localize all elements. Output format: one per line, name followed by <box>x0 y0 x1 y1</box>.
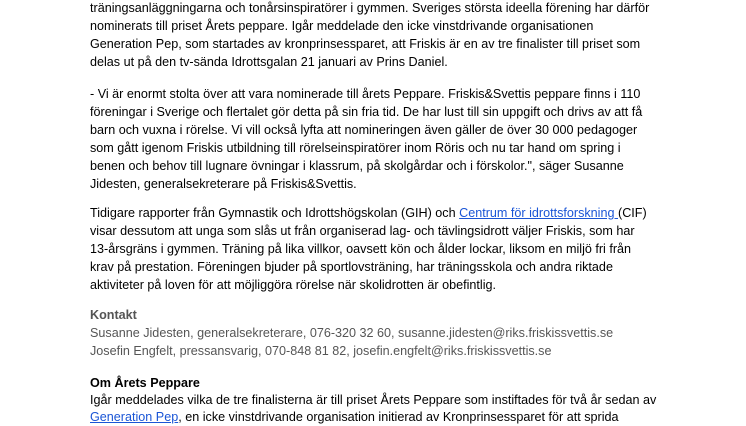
intro-line-4: delas ut på den tv-sända Idrottsgalan 21 januari av Prins Daniel. <box>90 55 448 69</box>
reports-text-after-link: (CIF) <box>618 206 647 220</box>
quote-line-3: barn och vuxna i rörelse. Vi vill också lyfta att nomineringen även gäller de över 30 000 pedagoger <box>90 123 638 137</box>
reports-line-3: 13-årsgräns i gymmen. Träning på lika villkor, oavsett kön och ålder lockar, liksom en miljö fri från <box>90 242 632 256</box>
reports-line-1 <box>90 204 647 222</box>
quote-line-1: - Vi är enormt stolta över att vara nominerade till årets Peppare. Friskis&Svettis peppare finns i 110 <box>90 87 641 101</box>
reports-line-2: visar dessutom att unga som slås ut från organiserad lag- och tävlingsidrott väljer Friskis, som har <box>90 224 635 238</box>
about-line-1: Igår meddelades vilka de tre finalisterna är till priset Årets Peppare som instiftades för två år sedan av <box>90 393 657 407</box>
contact-line-2: Josefin Engfelt, pressansvarig, 070-848 81 82, josefin.engfelt@riks.friskissvettis.se <box>90 344 552 358</box>
contact-line-1: Susanne Jidesten, generalsekreterare, 076-320 32 60, susanne.jidesten@riks.friskissvettis.se <box>90 326 614 340</box>
intro-line-3: Generation Pep, som startades av kronprinsessparet, att Friskis är en av tre finalister till priset som <box>90 37 641 51</box>
quote-line-4: som gått igenom Friskis utbildning till rörelseinspiratörer inom Röris och nu tar hand om spring i <box>90 141 621 155</box>
intro-line-2: nominerats till priset Årets peppare. Igår meddelade den icke vinstdrivande organisationen <box>90 19 594 33</box>
quote-line-2: föreningar i Sverige och flertalet gör detta på sin fria tid. De har lust till sin uppgift och drivs av att få <box>90 105 643 119</box>
about-line-2 <box>90 408 619 426</box>
centrum-for-idrottsforskning-link[interactable]: Centrum för idrottsforskning <box>459 206 618 220</box>
about-line-2-text: , en icke vinstdrivande organisation initierad av Kronprinsessparet för att sprida <box>178 410 619 424</box>
reports-line-4: krav på prestation. Föreningen bjuder på sportlovsträning, har träningsskola och andra riktade <box>90 260 613 274</box>
quote-line-6: Jidesten, generalsekreterare på Friskis&Svettis. <box>90 177 357 191</box>
intro-line-1: träningsanläggningarna och tonårsinspiratörer i gymmen. Sveriges största ideella förening har därför <box>90 1 650 15</box>
reports-text-before-link: Tidigare rapporter från Gymnastik och Idrottshögskolan (GIH) och <box>90 206 460 220</box>
quote-line-5: benen och behov till lugnare övningar i klassrum, på skolgårdar och i förskolor.", säger Susanne <box>90 159 624 173</box>
contact-heading: Kontakt <box>90 308 137 322</box>
generation-pep-link[interactable]: Generation Pep <box>90 410 179 424</box>
reports-line-5: aktiviteter på loven för att möjliggöra rörelse när skolidrotten är obefintlig. <box>90 278 497 292</box>
about-heading: Om Årets Peppare <box>90 376 200 390</box>
